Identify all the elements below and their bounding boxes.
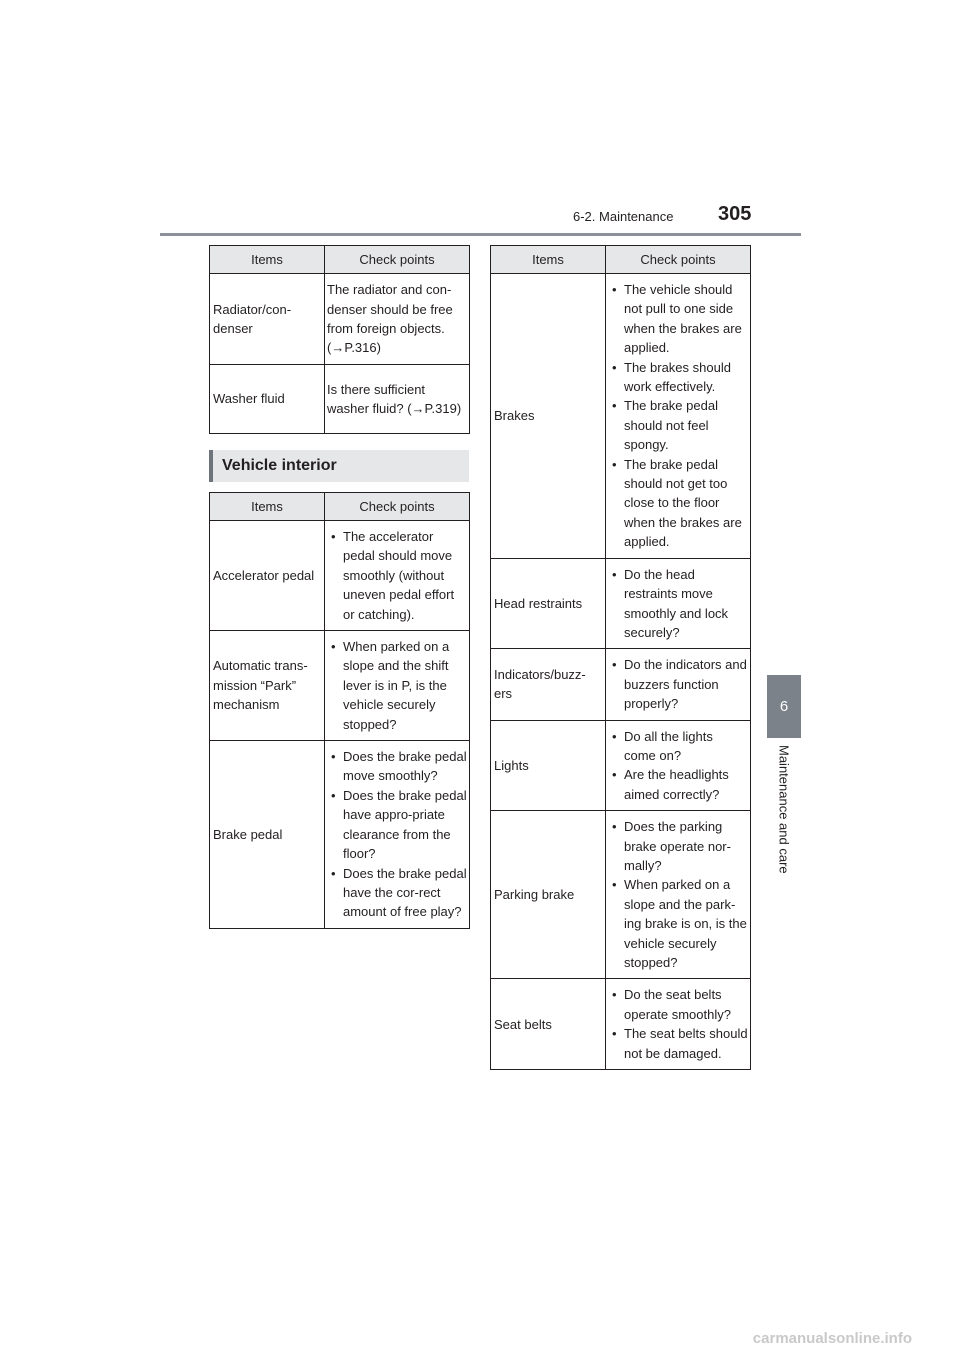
chapter-tab[interactable]: 6	[767, 675, 801, 738]
check-cell	[606, 720, 751, 811]
check-point: • Does the parking brake operate nor-mally?	[608, 817, 748, 875]
table-row	[210, 521, 470, 631]
watermark: carmanualsonline.info	[752, 1330, 912, 1347]
check-point: • Do the seat belts operate smoothly?	[608, 985, 748, 1024]
item-cell: Parking brake	[491, 811, 606, 979]
check-point: • When parked on a slope and the shift lever is in P, is the vehicle securely stopped?	[327, 637, 467, 734]
table-row	[491, 558, 751, 649]
col-header-items: Items	[491, 246, 606, 274]
col-header-items: Items	[210, 246, 325, 274]
check-point: • The seat belts should not be damaged.	[608, 1024, 748, 1063]
item-cell: Indicators/buzz-ers	[491, 649, 606, 720]
col-header-check-points: Check points	[325, 246, 470, 274]
table-row	[491, 649, 751, 720]
item-cell: Lights	[491, 720, 606, 811]
check-cell	[606, 649, 751, 720]
check-cell: The radiator and con-denser should be free from foreign objects. (→P.316)	[325, 274, 470, 365]
check-cell	[606, 558, 751, 649]
check-cell	[606, 274, 751, 559]
check-point: • The brakes should work effectively.	[608, 358, 748, 397]
check-point: • Does the brake pedal have the cor-rect amount of free play?	[327, 864, 467, 922]
page-number: 305	[718, 203, 752, 225]
section-heading: Vehicle interior	[209, 450, 469, 482]
col-header-items: Items	[210, 493, 325, 521]
item-cell: Radiator/con-denser	[210, 274, 325, 365]
vehicle-interior-table-right	[490, 245, 751, 1070]
check-cell: Is there sufficient washer fluid? (→P.319)	[325, 365, 470, 434]
check-point: • Does the brake pedal have appro-priate clearance from the floor?	[327, 786, 467, 864]
engine-compartment-table	[209, 245, 470, 434]
item-cell: Brake pedal	[210, 741, 325, 929]
table-row	[210, 631, 470, 741]
check-cell	[325, 631, 470, 741]
check-point: • Do the indicators and buzzers function properly?	[608, 655, 748, 713]
check-cell	[606, 811, 751, 979]
item-cell: Washer fluid	[210, 365, 325, 434]
check-cell	[325, 741, 470, 929]
table-row	[210, 274, 470, 365]
table-row	[210, 365, 470, 434]
item-cell: Seat belts	[491, 979, 606, 1070]
check-cell	[325, 521, 470, 631]
running-header-section: 6-2. Maintenance	[573, 209, 674, 224]
check-point: • The brake pedal should not feel spongy.	[608, 396, 748, 454]
table-row	[491, 274, 751, 559]
item-cell: Accelerator pedal	[210, 521, 325, 631]
check-point: • Do all the lights come on?	[608, 727, 748, 766]
check-point: • When parked on a slope and the park-ing brake is on, is the vehicle securely stopped?	[608, 875, 748, 972]
col-header-check-points: Check points	[606, 246, 751, 274]
check-cell	[606, 979, 751, 1070]
item-cell: Head restraints	[491, 558, 606, 649]
check-point: • Are the headlights aimed correctly?	[608, 765, 748, 804]
header-rule	[160, 233, 801, 236]
check-point: • Does the brake pedal move smoothly?	[327, 747, 467, 786]
table-row	[491, 720, 751, 811]
check-point: • Do the head restraints move smoothly and lock securely?	[608, 565, 748, 643]
col-header-check-points: Check points	[325, 493, 470, 521]
check-point: • The brake pedal should not get too close to the floor when the brakes are applied.	[608, 455, 748, 552]
table-row	[210, 741, 470, 929]
table-row	[491, 811, 751, 979]
chapter-title: Maintenance and care	[776, 745, 792, 874]
item-cell: Brakes	[491, 274, 606, 559]
check-point: • The accelerator pedal should move smoothly (without uneven pedal effort or catching).	[327, 527, 467, 624]
table-row	[491, 979, 751, 1070]
vehicle-interior-table-left	[209, 492, 470, 929]
check-point: • The vehicle should not pull to one side when the brakes are applied.	[608, 280, 748, 358]
item-cell: Automatic trans-mission “Park” mechanism	[210, 631, 325, 741]
